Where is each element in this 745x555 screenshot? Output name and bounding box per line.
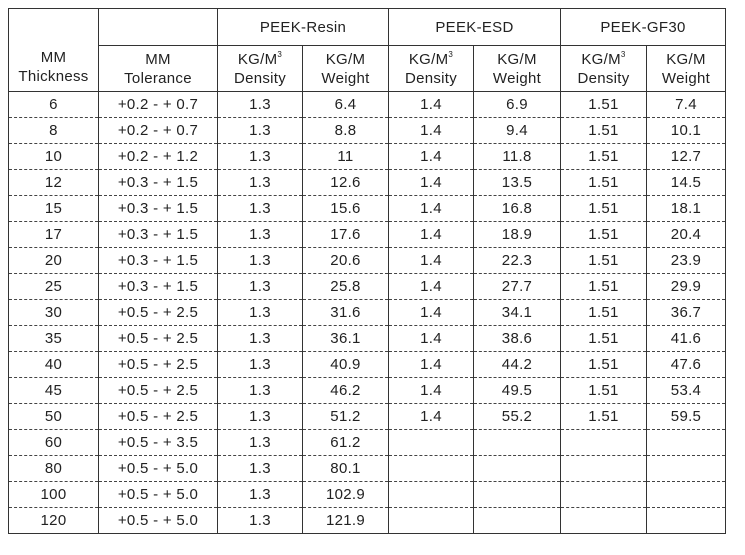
header-group-gf30: PEEK-GF30 [561,9,726,46]
cell-resin-density: 1.3 [218,404,303,430]
cell-gf30-density: 1.51 [561,326,647,352]
cell-thickness: 30 [9,300,99,326]
cell-resin-density: 1.3 [218,248,303,274]
header-esd-density [389,46,474,92]
table-row [9,352,726,378]
cell-resin-density: 1.3 [218,508,303,534]
cell-resin-weight: 80.1 [303,456,389,482]
table-row [9,378,726,404]
cell-resin-weight: 6.4 [303,92,389,118]
cell-thickness: 10 [9,144,99,170]
cell-thickness: 120 [9,508,99,534]
header-group-row [9,9,726,46]
cell-tolerance: +0.2 - + 1.2 [99,144,218,170]
cell-thickness: 12 [9,170,99,196]
cell-esd-density [389,482,474,508]
density-unit-sup: 3 [620,49,626,59]
cell-esd-density: 1.4 [389,118,474,144]
cell-tolerance: +0.5 - + 2.5 [99,326,218,352]
cell-tolerance: +0.5 - + 5.0 [99,508,218,534]
table-row [9,326,726,352]
cell-tolerance: +0.5 - + 2.5 [99,378,218,404]
cell-tolerance: +0.5 - + 3.5 [99,430,218,456]
header-resin-weight [303,46,389,92]
cell-esd-density: 1.4 [389,248,474,274]
table-row [9,248,726,274]
cell-tolerance: +0.3 - + 1.5 [99,248,218,274]
density-unit-sup: 3 [277,49,283,59]
header-thickness-line2: Thickness [18,68,89,85]
cell-thickness: 35 [9,326,99,352]
density-unit: KG/M [581,50,621,68]
cell-gf30-weight: 23.9 [647,248,726,274]
table-row [9,274,726,300]
header-tolerance-line1: MM [145,50,171,68]
cell-gf30-density [561,456,647,482]
cell-resin-weight: 11 [303,144,389,170]
density-unit: KG/M [237,50,278,68]
cell-thickness: 100 [9,482,99,508]
cell-gf30-density [561,508,647,534]
cell-esd-weight: 38.6 [474,326,561,352]
header-group-resin: PEEK-Resin [218,9,389,46]
cell-esd-weight: 34.1 [474,300,561,326]
cell-gf30-weight: 10.1 [647,118,726,144]
cell-gf30-density: 1.51 [561,248,647,274]
cell-gf30-weight: 12.7 [647,144,726,170]
cell-tolerance: +0.3 - + 1.5 [99,274,218,300]
header-tolerance-line2: Tolerance [124,69,192,87]
cell-thickness: 50 [9,404,99,430]
cell-resin-density: 1.3 [218,144,303,170]
cell-tolerance: +0.5 - + 2.5 [99,352,218,378]
cell-esd-density: 1.4 [389,196,474,222]
cell-tolerance: +0.5 - + 2.5 [99,404,218,430]
header-thickness-line1: MM [40,49,67,66]
cell-thickness: 60 [9,430,99,456]
cell-gf30-density [561,430,647,456]
cell-esd-weight: 13.5 [474,170,561,196]
cell-esd-weight [474,482,561,508]
cell-esd-density: 1.4 [389,326,474,352]
cell-resin-weight: 25.8 [303,274,389,300]
cell-esd-weight: 16.8 [474,196,561,222]
weight-unit: KG/M [666,50,706,68]
cell-resin-weight: 31.6 [303,300,389,326]
cell-gf30-density: 1.51 [561,144,647,170]
table-row [9,430,726,456]
table-row [9,222,726,248]
cell-thickness: 15 [9,196,99,222]
cell-esd-density: 1.4 [389,92,474,118]
cell-resin-density: 1.3 [218,378,303,404]
density-label: Density [404,69,458,87]
cell-tolerance: +0.5 - + 5.0 [99,482,218,508]
cell-thickness: 20 [9,248,99,274]
cell-gf30-weight: 29.9 [647,274,726,300]
density-unit: KG/M [408,50,449,68]
header-sub-row [9,46,726,92]
cell-tolerance: +0.5 - + 2.5 [99,300,218,326]
table-row [9,92,726,118]
cell-esd-weight: 44.2 [474,352,561,378]
table-row [9,508,726,534]
cell-gf30-weight: 7.4 [647,92,726,118]
cell-tolerance: +0.3 - + 1.5 [99,222,218,248]
cell-gf30-density: 1.51 [561,274,647,300]
cell-esd-density: 1.4 [389,300,474,326]
cell-esd-weight: 27.7 [474,274,561,300]
cell-esd-density [389,456,474,482]
cell-esd-density [389,430,474,456]
cell-resin-density: 1.3 [218,456,303,482]
cell-thickness: 17 [9,222,99,248]
cell-gf30-weight: 59.5 [647,404,726,430]
cell-gf30-weight [647,508,726,534]
cell-esd-density: 1.4 [389,352,474,378]
cell-gf30-weight [647,482,726,508]
cell-esd-weight: 9.4 [474,118,561,144]
cell-gf30-density: 1.51 [561,300,647,326]
cell-esd-weight: 6.9 [474,92,561,118]
cell-gf30-weight: 36.7 [647,300,726,326]
cell-esd-weight: 55.2 [474,404,561,430]
header-group-esd: PEEK-ESD [389,9,561,46]
cell-resin-density: 1.3 [218,430,303,456]
cell-resin-weight: 12.6 [303,170,389,196]
cell-esd-weight [474,430,561,456]
cell-esd-density [389,508,474,534]
cell-resin-weight: 61.2 [303,430,389,456]
cell-esd-density: 1.4 [389,170,474,196]
cell-gf30-density: 1.51 [561,404,647,430]
peek-spec-table [8,8,726,534]
table-row [9,196,726,222]
cell-resin-density: 1.3 [218,326,303,352]
weight-unit: KG/M [325,50,366,68]
cell-thickness: 40 [9,352,99,378]
weight-label: Weight [321,69,370,87]
density-label: Density [577,69,630,87]
cell-resin-weight: 8.8 [303,118,389,144]
cell-esd-weight [474,508,561,534]
cell-esd-weight: 22.3 [474,248,561,274]
cell-gf30-weight [647,456,726,482]
header-tolerance-top [99,9,218,46]
cell-gf30-weight: 53.4 [647,378,726,404]
cell-resin-density: 1.3 [218,274,303,300]
cell-gf30-weight: 14.5 [647,170,726,196]
cell-gf30-weight [647,430,726,456]
cell-tolerance: +0.3 - + 1.5 [99,170,218,196]
cell-resin-weight: 15.6 [303,196,389,222]
cell-resin-weight: 46.2 [303,378,389,404]
cell-gf30-density [561,482,647,508]
cell-gf30-weight: 18.1 [647,196,726,222]
table-row [9,144,726,170]
cell-resin-density: 1.3 [218,196,303,222]
cell-tolerance: +0.2 - + 0.7 [99,118,218,144]
cell-gf30-density: 1.51 [561,222,647,248]
table-row [9,482,726,508]
cell-gf30-weight: 41.6 [647,326,726,352]
table-row [9,170,726,196]
cell-gf30-weight: 20.4 [647,222,726,248]
cell-gf30-density: 1.51 [561,378,647,404]
weight-unit: KG/M [497,50,537,68]
density-unit-sup: 3 [448,49,454,59]
cell-thickness: 25 [9,274,99,300]
cell-resin-density: 1.3 [218,482,303,508]
table-row [9,404,726,430]
cell-gf30-density: 1.51 [561,196,647,222]
cell-esd-density: 1.4 [389,274,474,300]
cell-thickness: 45 [9,378,99,404]
cell-esd-density: 1.4 [389,144,474,170]
header-esd-weight [474,46,561,92]
cell-resin-density: 1.3 [218,118,303,144]
cell-tolerance: +0.5 - + 5.0 [99,456,218,482]
cell-esd-weight: 11.8 [474,144,561,170]
weight-label: Weight [492,69,542,87]
cell-thickness: 6 [9,92,99,118]
cell-esd-density: 1.4 [389,378,474,404]
header-gf30-weight [647,46,726,92]
cell-resin-weight: 36.1 [303,326,389,352]
header-gf30-density [561,46,647,92]
cell-gf30-density: 1.51 [561,118,647,144]
cell-gf30-density: 1.51 [561,92,647,118]
cell-resin-weight: 51.2 [303,404,389,430]
cell-esd-weight [474,456,561,482]
cell-esd-weight: 18.9 [474,222,561,248]
cell-thickness: 8 [9,118,99,144]
cell-resin-weight: 102.9 [303,482,389,508]
cell-resin-weight: 121.9 [303,508,389,534]
header-thickness [9,9,99,92]
weight-label: Weight [661,69,711,87]
cell-resin-density: 1.3 [218,92,303,118]
cell-resin-weight: 40.9 [303,352,389,378]
density-label: Density [233,69,287,87]
cell-tolerance: +0.3 - + 1.5 [99,196,218,222]
cell-thickness: 80 [9,456,99,482]
table-row [9,456,726,482]
cell-resin-density: 1.3 [218,170,303,196]
table-row [9,118,726,144]
cell-esd-density: 1.4 [389,404,474,430]
cell-resin-weight: 20.6 [303,248,389,274]
table-row [9,300,726,326]
cell-gf30-density: 1.51 [561,170,647,196]
cell-resin-weight: 17.6 [303,222,389,248]
cell-gf30-weight: 47.6 [647,352,726,378]
header-resin-density [218,46,303,92]
cell-gf30-density: 1.51 [561,352,647,378]
cell-esd-weight: 49.5 [474,378,561,404]
cell-resin-density: 1.3 [218,300,303,326]
cell-resin-density: 1.3 [218,352,303,378]
cell-tolerance: +0.2 - + 0.7 [99,92,218,118]
header-tolerance [99,46,218,92]
cell-resin-density: 1.3 [218,222,303,248]
cell-esd-density: 1.4 [389,222,474,248]
